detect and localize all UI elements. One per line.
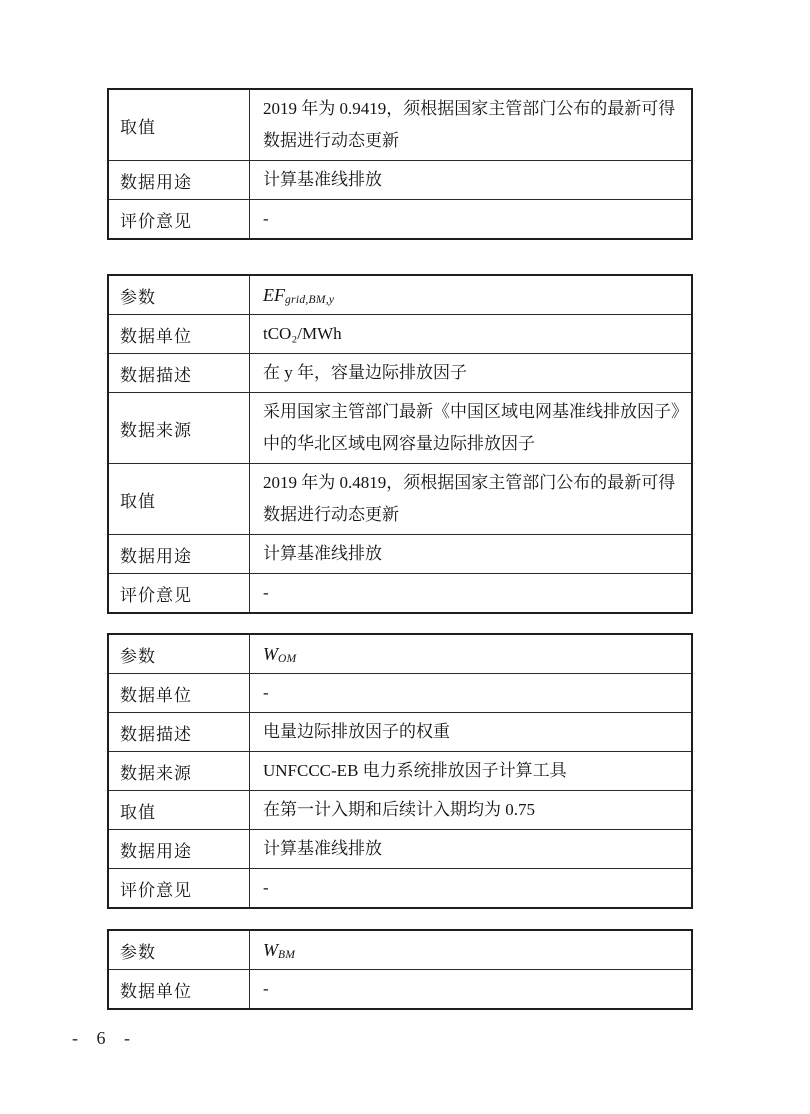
row-label: 评价意见: [109, 574, 250, 612]
table-row: [109, 635, 691, 674]
row-label: 评价意见: [109, 869, 250, 907]
row-value: UNFCCC-EB 电力系统排放因子计算工具: [263, 761, 567, 780]
row-label: 评价意见: [109, 200, 250, 238]
row-label: 数据单位: [109, 674, 250, 712]
formula-subscript: OM: [278, 653, 297, 665]
table-row: [109, 830, 691, 869]
page-number: - 6 -: [72, 1028, 137, 1048]
parameter-table-1: [107, 88, 693, 240]
formula-subscript: BM: [278, 949, 296, 961]
parameter-table-2: [107, 274, 693, 614]
row-value: 计算基准线排放: [263, 170, 382, 189]
table-row: [109, 315, 691, 354]
row-label: 参数: [109, 635, 250, 673]
table-row: [109, 535, 691, 574]
row-label: 取值: [109, 464, 250, 534]
row-value: tCO₂/MWh: [263, 324, 342, 343]
row-label: 数据描述: [109, 354, 250, 392]
row-label: 数据用途: [109, 830, 250, 868]
table-row: [109, 791, 691, 830]
row-label: 数据单位: [109, 970, 250, 1008]
table-row: [109, 90, 691, 161]
row-value: -: [263, 683, 269, 702]
row-value: -: [263, 583, 269, 602]
table-row: [109, 674, 691, 713]
formula-subscript: grid,BM,y: [285, 294, 335, 306]
row-label: 参数: [109, 276, 250, 314]
row-label: 数据来源: [109, 752, 250, 790]
row-value: -: [263, 979, 269, 998]
table-row: [109, 276, 691, 315]
row-value: 2019 年为 0.4819，须根据国家主管部门公布的最新可得数据进行动态更新: [263, 473, 676, 524]
row-value: [250, 276, 691, 314]
table-row: [109, 574, 691, 612]
table-row: [109, 752, 691, 791]
row-value: -: [263, 209, 269, 228]
row-label: 数据来源: [109, 393, 250, 463]
formula-base: W: [263, 940, 278, 960]
table-row: [109, 713, 691, 752]
row-value: 计算基准线排放: [263, 839, 382, 858]
row-value: 在第一计入期和后续计入期均为 0.75: [263, 800, 535, 819]
table-row: [109, 354, 691, 393]
row-value: [250, 931, 691, 969]
row-label: 取值: [109, 90, 250, 160]
table-row: [109, 161, 691, 200]
table-row: [109, 869, 691, 907]
formula-base: W: [263, 644, 278, 664]
row-label: 取值: [109, 791, 250, 829]
row-value: 在 y 年，容量边际排放因子: [263, 363, 467, 382]
table-row: [109, 931, 691, 970]
row-value: [250, 635, 691, 673]
row-label: 数据描述: [109, 713, 250, 751]
row-label: 数据单位: [109, 315, 250, 353]
table-row: [109, 970, 691, 1008]
row-value: 2019 年为 0.9419，须根据国家主管部门公布的最新可得数据进行动态更新: [263, 99, 676, 150]
table-row: [109, 200, 691, 238]
parameter-table-4: [107, 929, 693, 1010]
table-row: [109, 464, 691, 535]
row-value: 采用国家主管部门最新《中国区域电网基准线排放因子》中的华北区域电网容量边际排放因子: [263, 402, 680, 453]
row-value: -: [263, 878, 269, 897]
row-label: 数据用途: [109, 161, 250, 199]
row-label: 数据用途: [109, 535, 250, 573]
formula-base: EF: [263, 285, 285, 305]
row-value: 电量边际排放因子的权重: [263, 722, 450, 741]
row-label: 参数: [109, 931, 250, 969]
parameter-table-3: [107, 633, 693, 909]
row-value: 计算基准线排放: [263, 544, 382, 563]
table-row: [109, 393, 691, 464]
